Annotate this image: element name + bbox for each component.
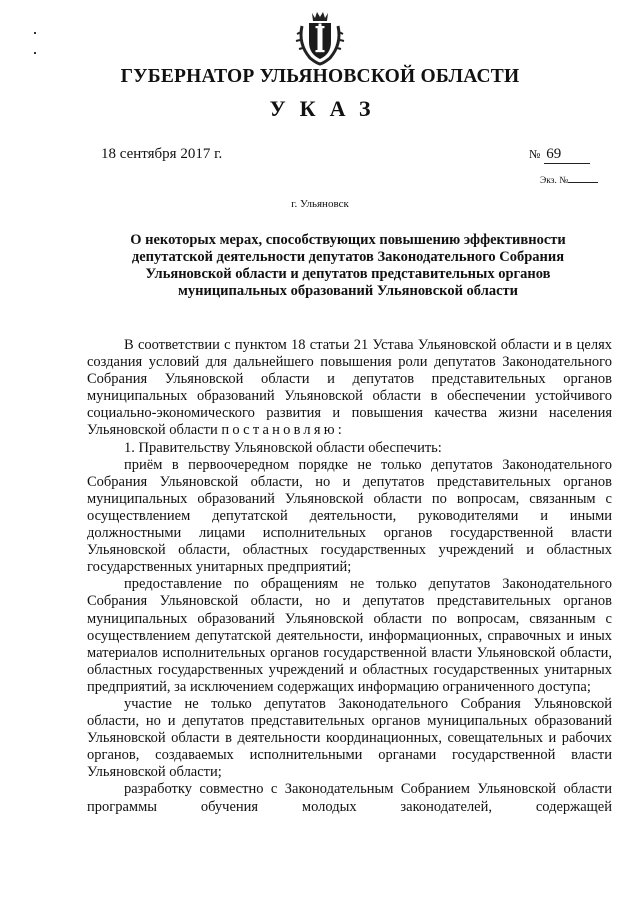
decree-number (529, 146, 590, 164)
decree-heading: О некоторых мерах, способствующих повышению эффективности депутатской деятельности депутатов Законодательного Собрания Ульяновской области и депутатов представительных органов муниципальных образований Ульяновской области (130, 232, 566, 299)
paragraph-participation: участие не только депутатов Законодательного Собрания Ульяновской области, но и депутатов представительных органов муниципальных образований Ульяновской области в деятельности координационных, совещательных и рабочих органов, создаваемых исполнительными органами государственной власти Ульяновской области; (87, 695, 612, 781)
number-value: 69 (544, 146, 590, 164)
number-sign: № (529, 147, 541, 161)
decree-word: постановляю: (221, 422, 345, 439)
coat-of-arms-icon (292, 10, 348, 66)
copy-blank (568, 182, 598, 183)
intro-paragraph (87, 337, 612, 440)
item-1: 1. Правительству Ульяновской области обеспечить: (124, 439, 442, 456)
document-type: УКАЗ (269, 96, 385, 121)
paragraph-program: разработку совместно с Законодательным Собранием Ульяновской области программы обучения молодых законодателей, содержащей (87, 781, 612, 815)
scan-mark (34, 52, 36, 54)
paragraph-materials: предоставление по обращениям не только депутатов Законодательного Собрания Ульяновской области, но и депутатов представительных органов муниципальных образований Ульяновской области по вопросам, связанным с осуществлением депутатской деятельности, информационных, справочных и иных материалов исполнительных органов государственной власти Ульяновской области, областных государственных учреждений и областных государственных унитарных предприятий, за исключением содержащих информацию ограниченного доступа; (87, 576, 612, 695)
decree-body (87, 337, 612, 816)
city: г. Ульяновск (291, 198, 349, 210)
intro-text: В соответствии с пунктом 18 статьи 21 Устава Ульяновской области и в целях создания условий для дальнейшего повышения роли депутатов Законодательного Собрания Ульяновской области и депутатов представительных органов муниципальных образований Ульяновской области в обеспечении устойчивого социально-экономического развития и повышения качества жизни населения Ульяновской области (87, 337, 612, 439)
decree-date: 18 сентября 2017 г. (101, 146, 223, 162)
paragraph-reception: приём в первоочередном порядке не только депутатов Законодательного Собрания Ульяновской области, но и депутатов представительных органов муниципальных образований Ульяновской области по вопросам, связанным с осуществлением депутатской деятельности, руководителями и иными должностными лицами исполнительных органов государственной власти Ульяновской области, областных государственных учреждений и областных государственных унитарных предприятий; (87, 456, 612, 576)
scan-mark (34, 32, 36, 34)
copy-number (540, 176, 598, 186)
copy-label: Экз. № (540, 176, 569, 186)
authority-title: ГУБЕРНАТОР УЛЬЯНОВСКОЙ ОБЛАСТИ (120, 66, 520, 87)
